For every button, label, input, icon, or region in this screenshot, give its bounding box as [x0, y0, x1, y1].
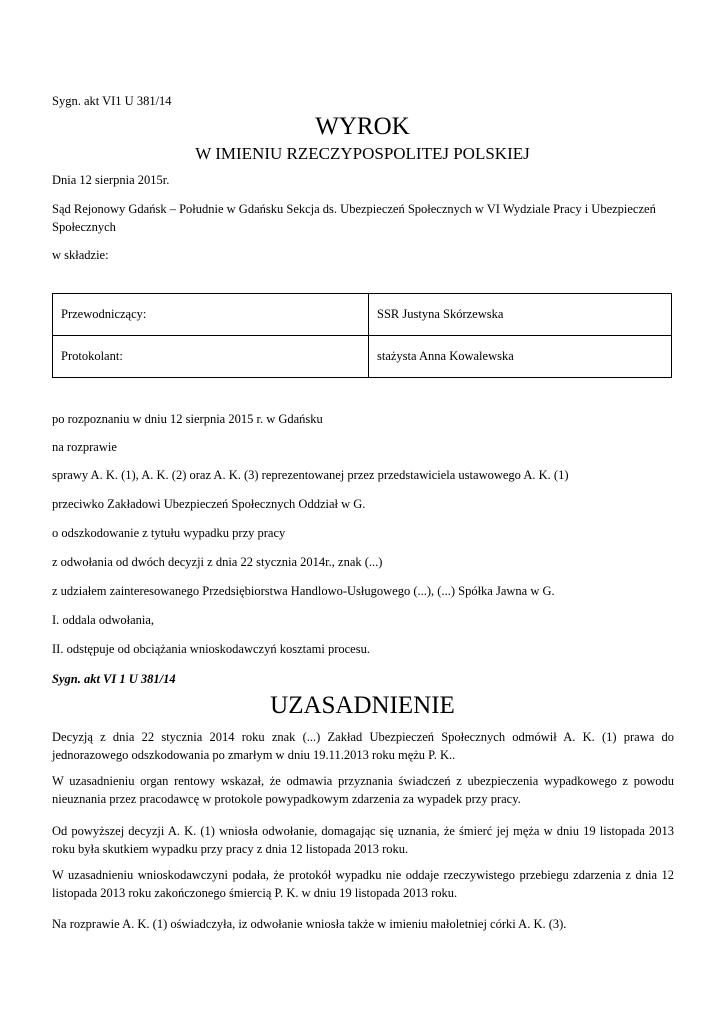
panel-person: SSR Justyna Skórzewska	[369, 294, 672, 336]
panel-role: Protokolant:	[53, 336, 369, 378]
justification-paragraph: Od powyższej decyzji A. K. (1) wniosła odwołanie, domagając się uznania, że śmierć jej męża w dniu 19 listopada 2013 roku była skutkiem wypadku przy pracy z dnia 12 listopada 2013 roku.	[52, 824, 674, 856]
justification-paragraph: Na rozprawie A. K. (1) oświadczyła, iz odwołanie wniosła także w imieniu małoletniej córki A. K. (3).	[52, 917, 567, 931]
verdict-point: II. odstępuje od obciążania wnioskodawczyń kosztami procesu.	[52, 642, 370, 656]
panel-role: Przewodniczący:	[53, 294, 369, 336]
verdict-line: sprawy A. K. (1), A. K. (2) oraz A. K. (3) reprezentowanej przez przedstawiciela ustawowego A. K. (1)	[52, 468, 569, 482]
verdict-title: WYROK	[315, 113, 410, 140]
justification-paragraph: W uzasadnieniu organ rentowy wskazał, że odmawia przyznania świadczeń z ubezpieczenia wypadkowego z powodu nieuznania przez pracodawcę w protokole powypadkowym zdarzenia za wypadek przy pracy.	[52, 774, 674, 806]
table-row	[53, 294, 672, 336]
verdict-date: Dnia 12 sierpnia 2015r.	[52, 173, 170, 187]
verdict-line: z odwołania od dwóch decyzji z dnia 22 stycznia 2014r., znak (...)	[52, 555, 383, 569]
court-name: Sąd Rejonowy Gdańsk – Południe w Gdańsku Sekcja ds. Ubezpieczeń Społecznych w VI Wydziale Pracy i Ubezpieczeń Społecznych	[52, 202, 656, 234]
justification-paragraph: Decyzją z dnia 22 stycznia 2014 roku znak (...) Zakład Ubezpieczeń Społecznych odmówił A. K. (1) prawa do jednorazowego odszkodowania po zmarłym w dniu 19.11.2013 roku mężu P. K..	[52, 730, 674, 762]
table-row	[53, 336, 672, 378]
composition-label: w składzie:	[52, 248, 109, 262]
justification-title: UZASADNIENIE	[270, 692, 455, 719]
justification-paragraph: W uzasadnieniu wnioskodawczyni podała, że protokół wypadku nie oddaje rzeczywistego przebiegu zdarzenia z dnia 12 listopada 2013 roku zakończonego śmiercią P. K. w dniu 19 listopada 2013 roku.	[52, 868, 674, 900]
verdict-line: przeciwko Zakładowi Ubezpieczeń Społecznych Oddział w G.	[52, 497, 366, 511]
verdict-point: I. oddala odwołania,	[52, 613, 155, 627]
panel-person: stażysta Anna Kowalewska	[369, 336, 672, 378]
court-panel-table	[52, 293, 672, 378]
verdict-line: na rozprawie	[52, 440, 117, 454]
verdict-subtitle: W IMIENIU RZECZYPOSPOLITEJ POLSKIEJ	[195, 144, 530, 163]
verdict-line: po rozpoznaniu w dniu 12 sierpnia 2015 r. w Gdańsku	[52, 412, 323, 426]
verdict-line: z udziałem zainteresowanego Przedsiębiorstwa Handlowo-Usługowego (...), (...) Spółka Jawna w G.	[52, 584, 555, 598]
case-signature: Sygn. akt VI1 U 381/14	[52, 94, 172, 108]
verdict-line: o odszkodowanie z tytułu wypadku przy pracy	[52, 526, 286, 540]
justification-signature: Sygn. akt VI 1 U 381/14	[52, 672, 176, 686]
